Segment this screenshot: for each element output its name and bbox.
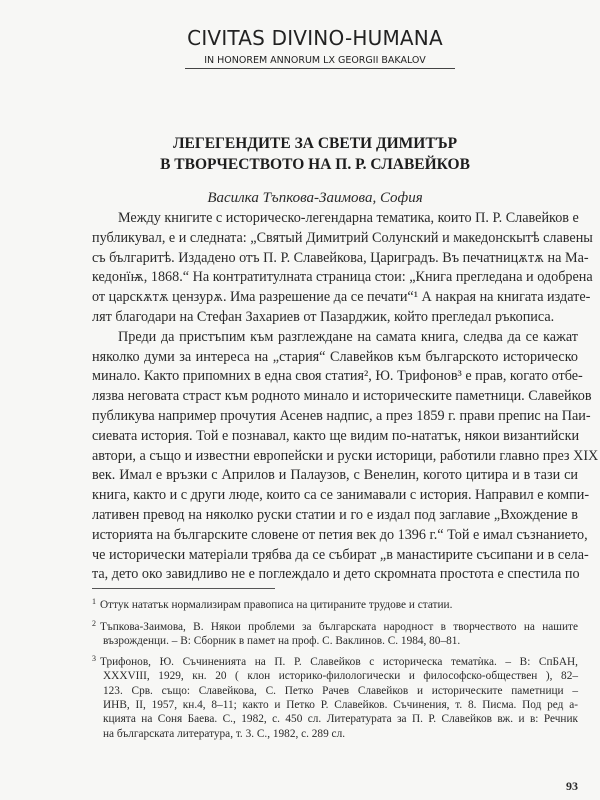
footnote-rule <box>92 588 275 589</box>
body-line: век. Имал е връзки с Априлов и Палаузов, с Венелин, когото цитира и в тази си <box>92 467 578 484</box>
body-line: от царскѫтѫ цензурѫ. Има разрешение да се печати“¹ А накрая на книгата издате- <box>92 289 591 306</box>
footnote-line: кцията на Соня Баева. С., 1982, с. 450 сл. Литературата за П. Р. Славейков вж. и в: Речник <box>103 713 578 726</box>
article-title-line-2: В ТВОРЧЕСТВОТО НА П. Р. СЛАВЕЙКОВ <box>160 156 470 173</box>
footnote-line: XXXVIII, 1929, кн. 20 ( клон историко-филологически и философско-обществен ), 82– <box>103 670 578 683</box>
footnote-line: Оттук нататък нормализирам правописа на цитираните трудове и статии. <box>100 599 453 611</box>
footnote-line: Трифонов, Ю. Съчиненията на П. Р. Славейков с историческа тематѝка. – В: СпБАН, <box>100 656 578 668</box>
body-line: сиевата история. Той е познавал, както ще видим по-нататък, някои византийски <box>92 427 580 444</box>
page-number: 93 <box>566 779 578 793</box>
body-line: публикува например прочутия Асенев надпис, а през 1859 г. прави препис на Паи- <box>92 408 591 424</box>
body-line: лязва неговата страст към родното минало и историческите паметници. Славейков <box>92 388 592 405</box>
article-title-line-1: ЛЕГЕГЕНДИТЕ ЗА СВЕТИ ДИМИТЪР <box>172 135 458 152</box>
body-line: съ българитѣ. Издадено отъ П. Р. Славейкова, Цариградъ. Въ печатницѫтѫ на Ма- <box>92 249 589 266</box>
footnote-number: 3 <box>92 654 96 663</box>
footnote-number: 1 <box>92 597 96 606</box>
body-line: лят благодари на Стефан Захариев от Пазарджик, който прегледал ръкописа. <box>92 309 555 325</box>
body-line: Преди да пристъпим към разглеждане на самата книга, следва да се кажат <box>118 328 578 345</box>
body-line: историята на българските словене от петия век до 1396 г.“ Той е имал съзнанието, <box>92 526 588 543</box>
footnote-line: ИНВ, II, 1957, кн.4, 8–11; както и Петко Р. Славейков. Съчинения, т. 8. Писма. Под ред а- <box>103 698 578 711</box>
body-line: книга, както и с други люде, които са се занимавали с история. Направил е компи- <box>92 487 590 504</box>
footnote-number: 2 <box>92 619 96 628</box>
header-rule <box>185 68 455 69</box>
article-author: Василка Тъпкова-Заимова, София <box>207 190 423 206</box>
footnote-line: възрожденци. – В: Сборник в памет на проф. С. Ваклинов. С. 1984, 80–81. <box>103 635 461 648</box>
body-line: минало. Както припомних в една своя статия², Ю. Трифонов³ е прав, когато отбе- <box>92 368 583 385</box>
footnote-line: Тъпкова-Заимова, В. Някои проблеми за българската народност в творчеството на нашите <box>100 621 578 633</box>
series-title: CIVITAS DIVINO-HUMANA <box>187 26 443 50</box>
body-line: че исторически матеріали трябва да се събират „в манастирите съсипани и в села- <box>92 546 589 563</box>
footnote-line: 123. Срв. също: Славейкова, С. Петко Рачев Славейков и историческите паметници – <box>103 684 578 697</box>
footnote-line: на българската литература, т. 3. С., 1982, с. 289 сл. <box>103 727 346 740</box>
body-line: автори, а също и известни европейски и руски историци, работили главно през XIX <box>92 447 599 464</box>
body-line: Между книгите с историческо-легендарна тематика, които П. Р. Славейков е <box>118 210 579 226</box>
body-line: лативен превод на няколко руски статии и го е издал под заглавие „Вхождение в <box>92 507 578 523</box>
body-line: та, дето око завидливо не е поглеждало и дето скромната простота е спестила по <box>92 566 580 583</box>
body-line: кедонїѭ, 1868.“ На контратитулната страница стои: „Книга прегледана и одобрена <box>92 269 593 286</box>
body-line: публикувал, е и следната: „Святый Димитрий Солунский и македонскытѣ славены <box>92 229 593 246</box>
body-line: няколко думи за интереса на „стария“ Славейков към българското историческо <box>92 348 578 365</box>
series-subtitle: IN HONOREM ANNORUM LX GEORGII BAKALOV <box>204 55 426 66</box>
